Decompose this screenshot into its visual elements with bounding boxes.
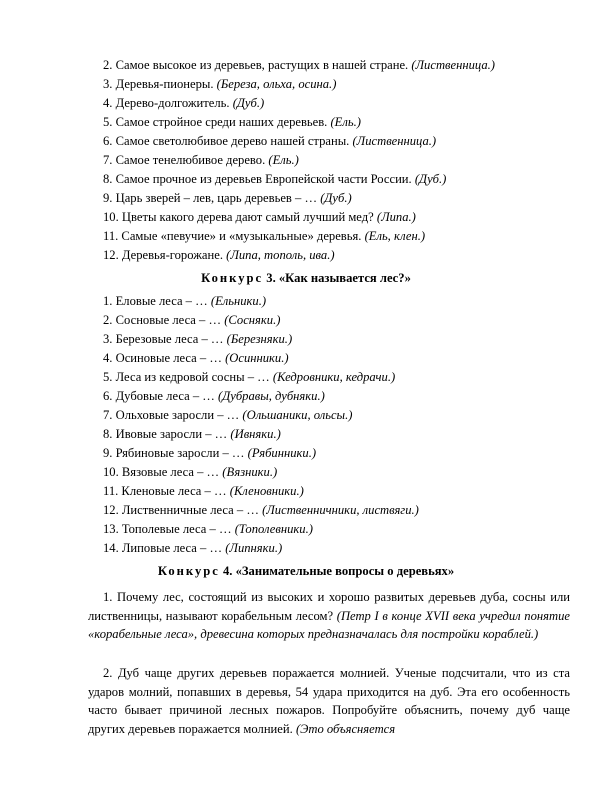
list-item: 2. Самое высокое из деревьев, растущих в нашей стране. (Лиственница.) bbox=[103, 58, 495, 72]
section-heading-3: Конкурс 3. «Как называется лес?» bbox=[201, 271, 411, 285]
list-item: 10. Цветы какого дерева дают самый лучший мед? (Липа.) bbox=[103, 210, 416, 224]
list-item: 4. Осиновые леса – … (Осинники.) bbox=[103, 351, 289, 365]
question-paragraph-2: 2. Дуб чаще других деревьев поражается молнией. Ученые подсчитали, что из ста ударов молний, попавших в деревья, 54 удара приходится на дуб. Эта его особенность часто бывает причиной лесных пожаров. Попробуйте объяснить, почему дуб чаще других деревьев поражается молнией. (Это объясняется bbox=[88, 666, 570, 736]
list-item: 10. Вязовые леса – … (Вязники.) bbox=[103, 465, 278, 479]
list-item: 9. Рябиновые заросли – … (Рябинники.) bbox=[103, 446, 317, 460]
list-item: 11. Самые «певучие» и «музыкальные» деревья. (Ель, клен.) bbox=[103, 229, 426, 243]
section-heading-4: Конкурс 4. «Занимательные вопросы о деревьях» bbox=[157, 564, 455, 578]
list-item: 7. Самое тенелюбивое дерево. (Ель.) bbox=[103, 153, 299, 167]
list-item: 13. Тополевые леса – … (Тополевники.) bbox=[103, 522, 313, 536]
list-item: 2. Сосновые леса – … (Сосняки.) bbox=[103, 313, 281, 327]
list-item: 8. Ивовые заросли – … (Ивняки.) bbox=[103, 427, 281, 441]
list-item: 11. Кленовые леса – … (Кленовники.) bbox=[103, 484, 304, 498]
list-item: 6. Дубовые леса – … (Дубравы, дубняки.) bbox=[103, 389, 325, 403]
list-item: 14. Липовые леса – … (Липняки.) bbox=[103, 541, 283, 555]
question-paragraph-1: 1. Почему лес, состоящий из высоких и хорошо развитых деревьев дуба, сосны или лиственницы, называют корабельным лесом? (Петр I в конце XVII века учредил понятие «корабельные леса», древесина которых предназначалась для постройки кораблей.) bbox=[88, 590, 570, 642]
list-item: 9. Царь зверей – лев, царь деревьев – … (Дуб.) bbox=[103, 191, 352, 205]
list-item: 8. Самое прочное из деревьев Европейской части России. (Дуб.) bbox=[103, 172, 447, 186]
list-item: 6. Самое светолюбивое дерево нашей страны. (Лиственница.) bbox=[103, 134, 437, 148]
list-item: 12. Деревья-горожане. (Липа, тополь, ива.) bbox=[103, 248, 335, 262]
list-item: 4. Дерево-долгожитель. (Дуб.) bbox=[103, 96, 265, 110]
list-item: 3. Березовые леса – … (Березняки.) bbox=[103, 332, 293, 346]
list-item: 5. Самое стройное среди наших деревьев. (Ель.) bbox=[103, 115, 361, 129]
list-item: 7. Ольховые заросли – … (Ольшаники, ольсы.) bbox=[103, 408, 353, 422]
list-item: 1. Еловые леса – … (Ельники.) bbox=[103, 294, 267, 308]
list-item: 12. Лиственничные леса – … (Лиственничники, листвяги.) bbox=[103, 503, 419, 517]
list-item: 3. Деревья-пионеры. (Береза, ольха, осина.) bbox=[103, 77, 337, 91]
list-item: 5. Леса из кедровой сосны – … (Кедровники, кедрачи.) bbox=[103, 370, 396, 384]
